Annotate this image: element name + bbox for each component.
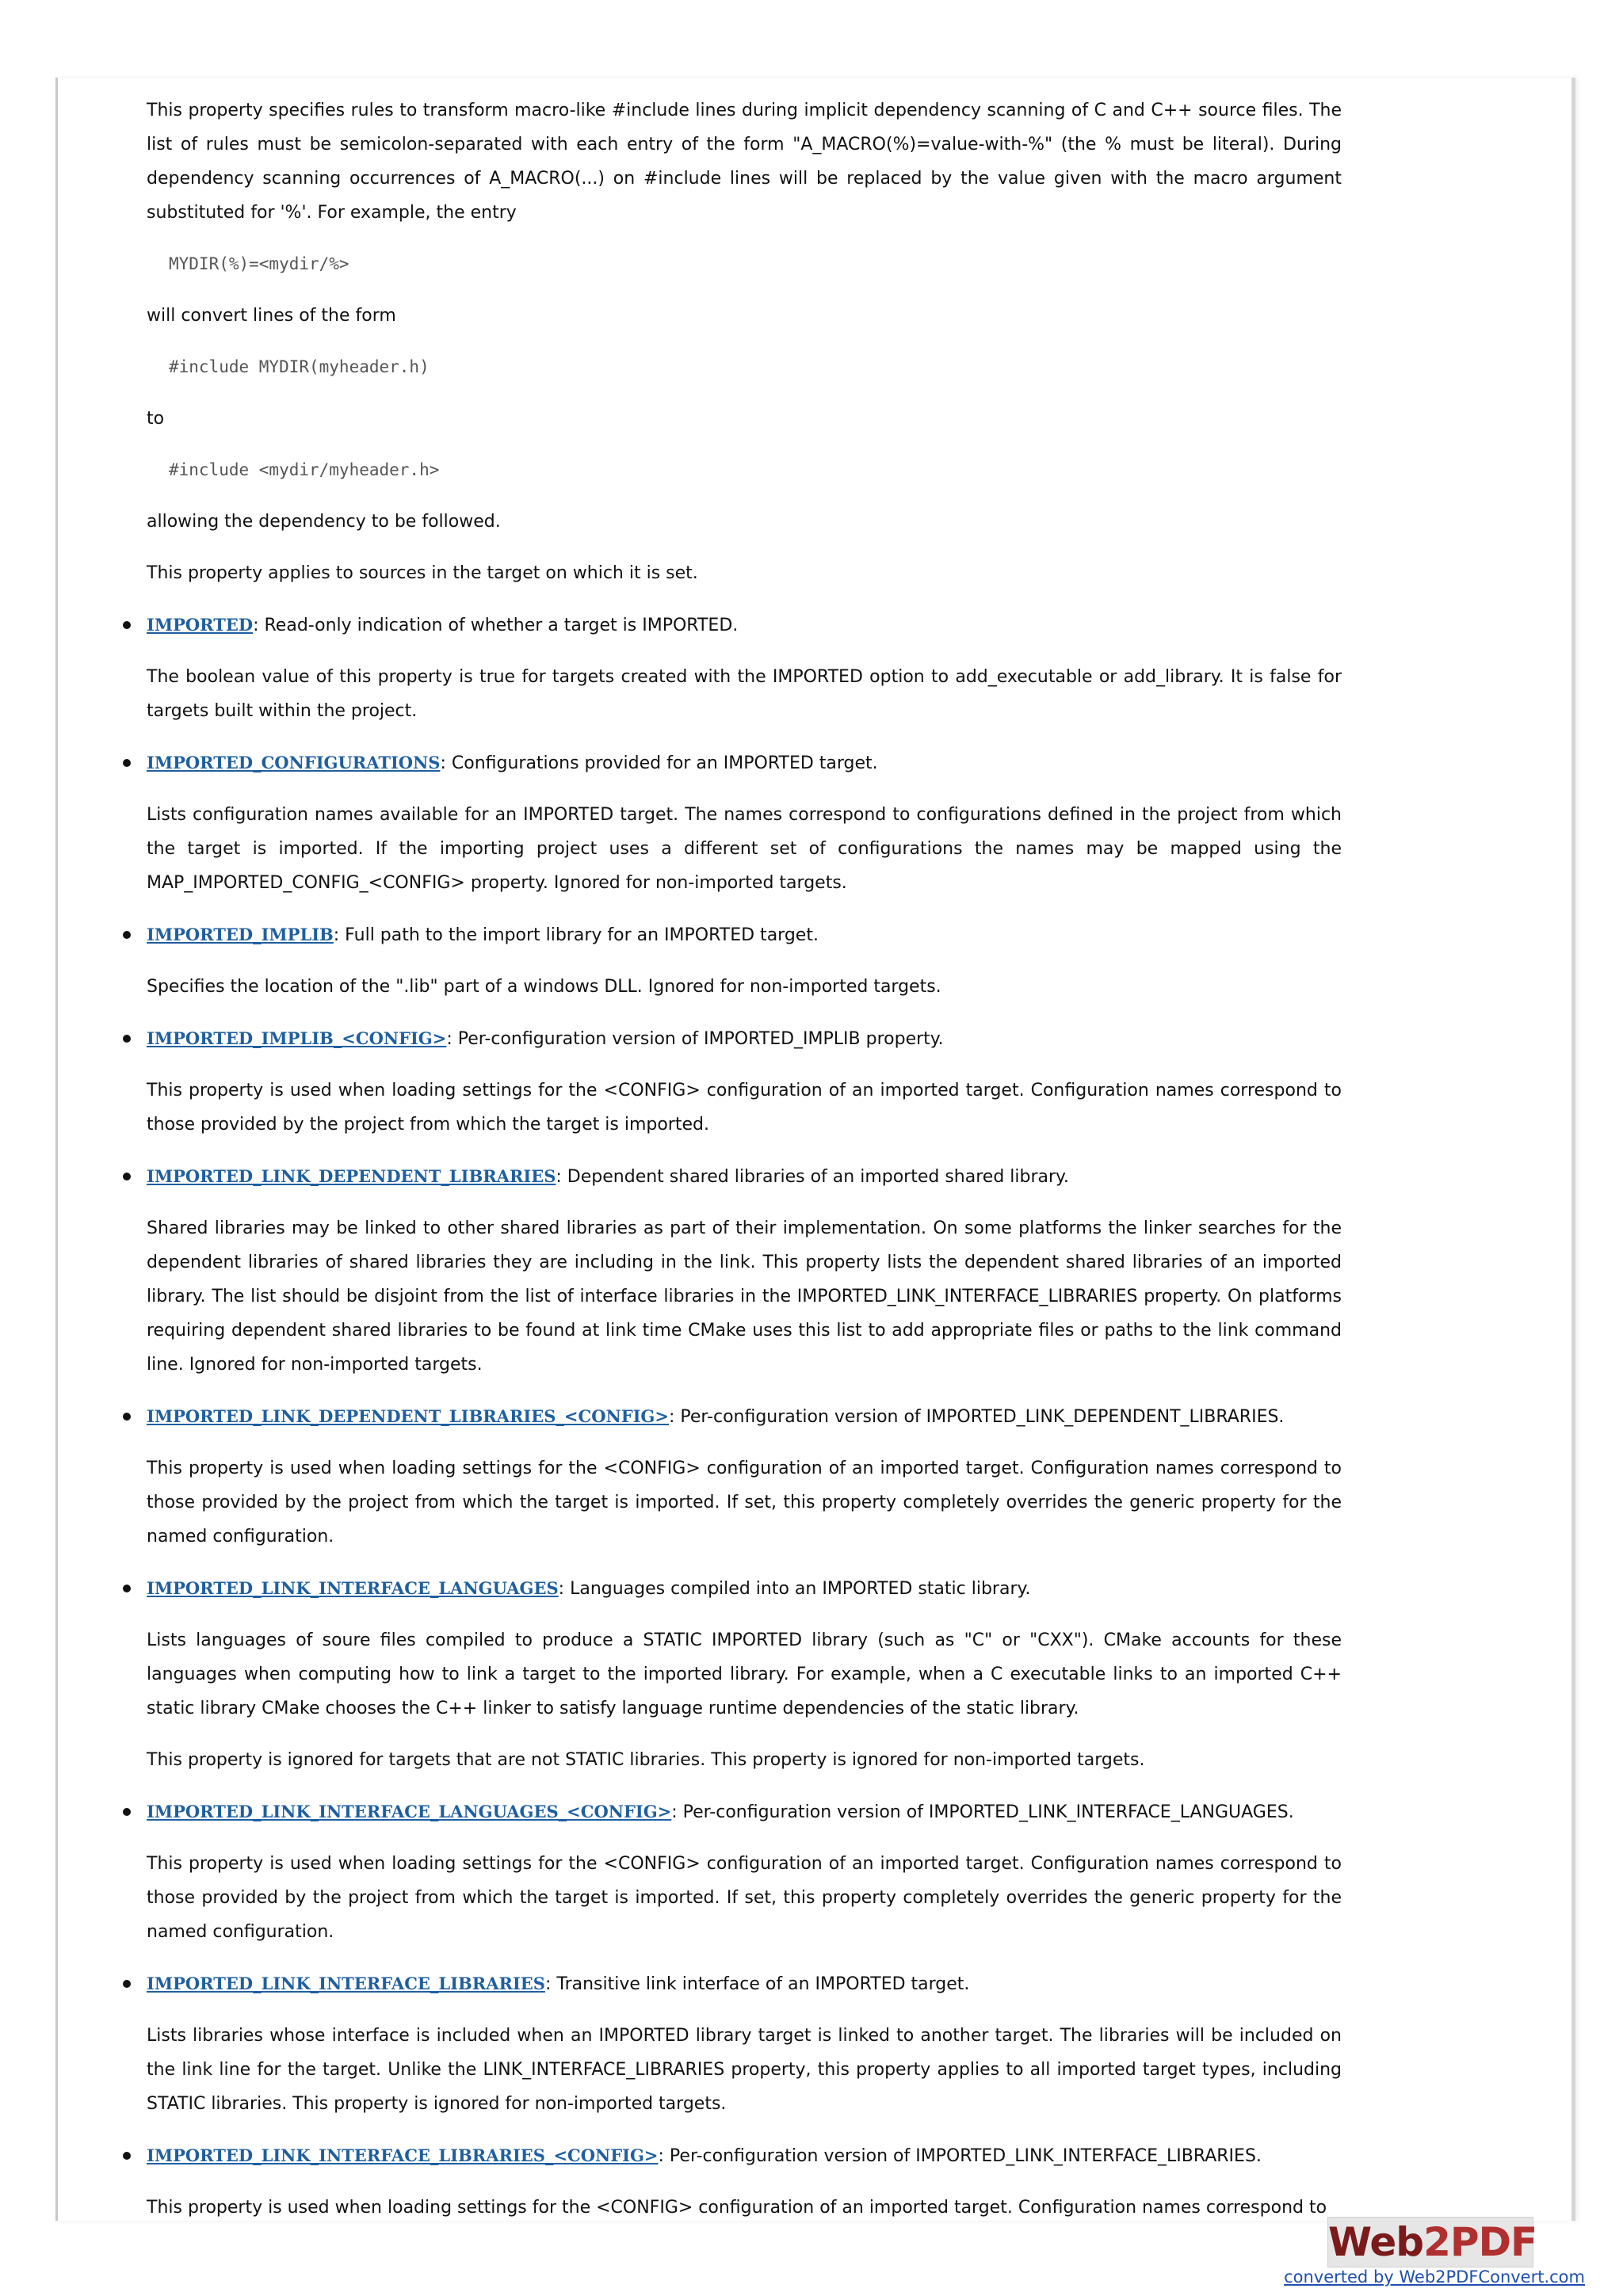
property-item — [147, 1794, 1342, 1829]
property-description: Shared libraries may be linked to other shared libraries as part of their implementation. On some platforms the linker searches for the dependent libraries of shared libraries they are including in the link. This property lists the dependent shared libraries of an imported library. The list should be disjoint from the list of interface libraries in the IMPORTED_LINK_INTERFACE_LIBRARIES property. On platforms requiring dependent shared libraries to be found at link time CMake uses this list to add appropriate files or paths to the link command line. Ignored for non-imported targets. — [147, 1219, 1342, 1375]
property-description: This property is used when loading settings for the <CONFIG> configuration of an imported target. Configuration names correspond to those provided by the project from which the target is imported. If set, this property completely overrides the generic property for the named configuration. — [147, 1854, 1342, 1942]
bullet-icon — [123, 1808, 131, 1816]
property-summary: : Transitive link interface of an IMPORTED target. — [544, 1974, 970, 1994]
code-example: #include <mydir/myheader.h> — [169, 460, 440, 479]
property-description: Lists languages of soure files compiled to produce a STATIC IMPORTED library (such as "C" or "CXX"). CMake accounts for these languages when computing how to link a target to the imported library. For example, when a C executable links to an imported C++ static library CMake chooses the C++ linker to satisfy language runtime dependencies of the static library. — [147, 1630, 1342, 1718]
web2pdf-logo: Web2PDF — [1327, 2217, 1533, 2267]
property-list — [147, 608, 1342, 2225]
property-item — [147, 1399, 1342, 1434]
property-item — [147, 917, 1342, 952]
property-description: This property is ignored for targets that are not STATIC libraries. This property is ignored for non-imported targets. — [147, 1750, 1145, 1770]
property-description: Lists configuration names available for an IMPORTED target. The names correspond to configurations defined in the project from which the target is imported. If the importing project uses a different set of configurations the names may be mapped using the MAP_IMPORTED_CONFIG_<CONFIG> property. Ignored for non-imported targets. — [147, 805, 1342, 893]
property-link[interactable]: IMPORTED_LINK_INTERFACE_LIBRARIES_<CONFIG> — [147, 2145, 659, 2165]
property-description: The boolean value of this property is true for targets created with the IMPORTED option to add_executable or add_library. It is false for targets built within the project. — [147, 667, 1342, 721]
bullet-icon — [123, 1035, 131, 1043]
bullet-icon — [123, 1413, 131, 1421]
property-summary: : Per-configuration version of IMPORTED_LINK_DEPENDENT_LIBRARIES. — [668, 1407, 1285, 1427]
property-description: This property is used when loading settings for the <CONFIG> configuration of an imported target. Configuration names correspond to those provided by the project from which the target is imported. If set, this property completely overrides the generic property for the named configuration. — [147, 1459, 1342, 1547]
property-link[interactable]: IMPORTED_IMPLIB — [147, 925, 334, 944]
property-description: Specifies the location of the ".lib" part of a windows DLL. Ignored for non-imported targets. — [147, 977, 941, 997]
property-item — [147, 1571, 1342, 1606]
property-item — [147, 1966, 1342, 2001]
code-example: MYDIR(%)=<mydir/%> — [169, 254, 349, 273]
property-summary: : Languages compiled into an IMPORTED static library. — [558, 1579, 1031, 1599]
intro-paragraph: This property applies to sources in the target on which it is set. — [147, 563, 698, 583]
intro-paragraph: This property specifies rules to transform macro-like #include lines during implicit dependency scanning of C and C++ source files. The list of rules must be semicolon-separated with each entry of the form "A_MACRO(%)=value-with-%" (the % must be literal). During dependency scanning occurrences of A_MACRO(...) on #include lines will be replaced by the value given with the macro argument substituted for '%'. For example, the entry — [147, 101, 1342, 223]
property-link[interactable]: IMPORTED_LINK_INTERFACE_LANGUAGES — [147, 1578, 559, 1598]
property-item — [147, 608, 1342, 643]
property-description: Lists libraries whose interface is included when an IMPORTED library target is linked to another target. The libraries will be included on the link line for the target. Unlike the LINK_INTERFACE_LIBRARIES property, this property applies to all imported target types, including STATIC libraries. This property is ignored for non-imported targets. — [147, 2026, 1342, 2114]
document-body — [147, 93, 1342, 2225]
property-link[interactable]: IMPORTED_LINK_INTERFACE_LANGUAGES_<CONFIG> — [147, 1802, 672, 1821]
property-summary: : Full path to the import library for an IMPORTED target. — [333, 925, 819, 945]
property-summary: : Per-configuration version of IMPORTED_IMPLIB property. — [446, 1029, 944, 1049]
bullet-icon — [123, 759, 131, 767]
intro-paragraph: allowing the dependency to be followed. — [147, 512, 501, 532]
property-item — [147, 746, 1342, 780]
property-item — [147, 2138, 1342, 2173]
property-description: This property is used when loading settings for the <CONFIG> configuration of an imported target. Configuration names correspond to — [147, 2198, 1327, 2218]
intro-paragraph: to — [147, 409, 165, 429]
property-link[interactable]: IMPORTED_LINK_DEPENDENT_LIBRARIES_<CONFIG> — [147, 1406, 669, 1426]
property-link[interactable]: IMPORTED — [147, 615, 254, 635]
property-summary: : Per-configuration version of IMPORTED_LINK_INTERFACE_LANGUAGES. — [671, 1802, 1294, 1822]
property-item — [147, 1021, 1342, 1056]
property-summary: : Configurations provided for an IMPORTED target. — [440, 753, 878, 773]
intro-paragraph: will convert lines of the form — [147, 306, 396, 326]
property-summary: : Read-only indication of whether a target is IMPORTED. — [253, 616, 739, 635]
bullet-icon — [123, 1980, 131, 1988]
bullet-icon — [123, 621, 131, 629]
property-link[interactable]: IMPORTED_LINK_INTERFACE_LIBRARIES — [147, 1974, 545, 1993]
property-link[interactable]: IMPORTED_CONFIGURATIONS — [147, 753, 441, 772]
bullet-icon — [123, 1173, 131, 1180]
bullet-icon — [123, 2152, 131, 2160]
property-link[interactable]: IMPORTED_LINK_DEPENDENT_LIBRARIES — [147, 1166, 556, 1186]
property-item — [147, 1159, 1342, 1194]
property-link[interactable]: IMPORTED_IMPLIB_<CONFIG> — [147, 1028, 447, 1048]
property-description: This property is used when loading settings for the <CONFIG> configuration of an imported target. Configuration names correspond to those provided by the project from which the target is imported. — [147, 1081, 1342, 1135]
code-example: #include MYDIR(myheader.h) — [169, 357, 430, 376]
bullet-icon — [123, 1585, 131, 1592]
bullet-icon — [123, 931, 131, 939]
property-summary: : Per-configuration version of IMPORTED_LINK_INTERFACE_LIBRARIES. — [658, 2146, 1262, 2166]
converter-link[interactable]: converted by Web2PDFConvert.com — [1284, 2267, 1585, 2286]
property-summary: : Dependent shared libraries of an imported shared library. — [556, 1167, 1069, 1187]
